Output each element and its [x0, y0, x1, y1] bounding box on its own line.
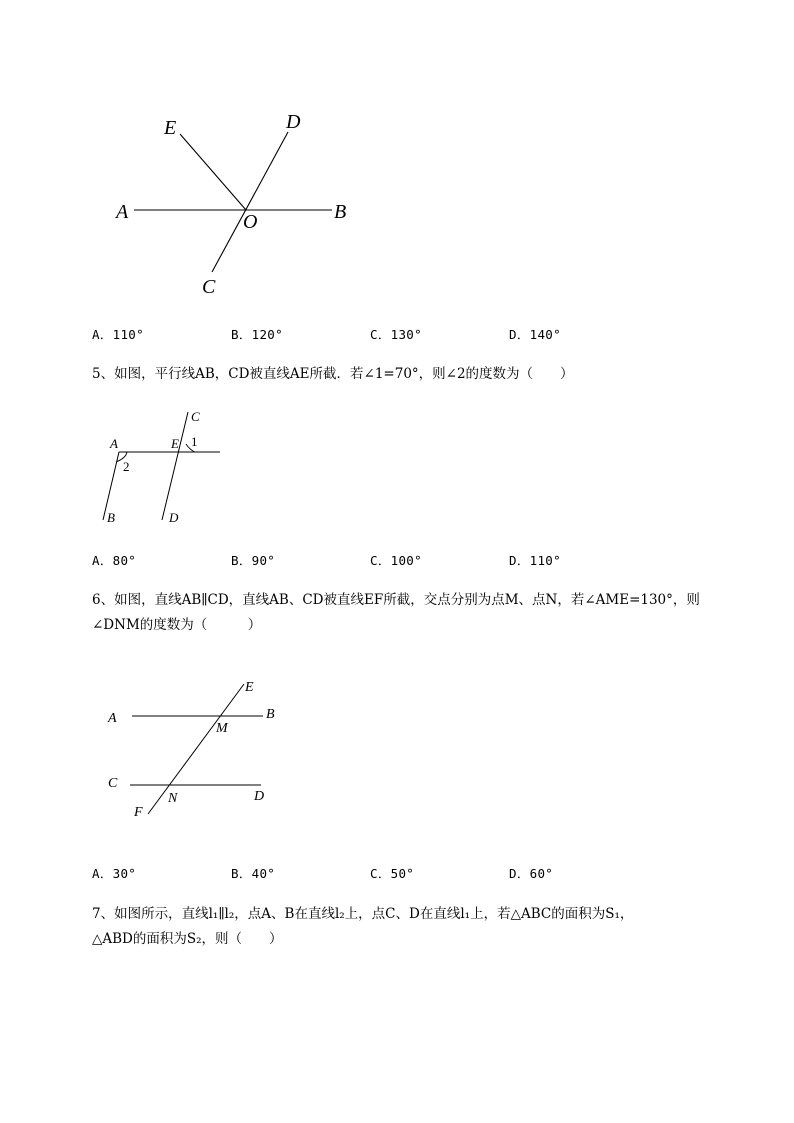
q6-label-A: A — [108, 711, 117, 726]
q5-option-a[interactable]: A．80° — [92, 553, 137, 568]
q6-label-D: D — [254, 789, 265, 804]
q4-option-d[interactable]: D．140° — [509, 327, 561, 342]
q5-label-B: B — [107, 510, 115, 525]
q6-line-EF — [148, 684, 244, 814]
q6-option-d[interactable]: D．60° — [509, 866, 554, 881]
q4-label-C: C — [202, 276, 216, 298]
q6-label-E: E — [245, 680, 254, 695]
q4-label-O: O — [243, 211, 258, 233]
q4-label-B: B — [334, 201, 347, 223]
q5-option-b[interactable]: B．90° — [231, 553, 276, 568]
q6-question-stem-line2: ∠DNM的度数为（ ） — [92, 617, 262, 633]
q5-figure — [95, 400, 235, 530]
q5-label-E: E — [171, 436, 179, 451]
q6-label-C: C — [108, 776, 118, 791]
q4-figure — [100, 100, 370, 310]
q6-option-c[interactable]: C．50° — [370, 866, 415, 881]
q4-option-c[interactable]: C．130° — [370, 327, 422, 342]
q5-label-D: D — [169, 510, 179, 525]
q5-line-CD — [162, 412, 188, 520]
q6-question-stem-line1: 6、如图，直线AB∥CD，直线AB、CD被直线EF所截，交点分别为点M、点N，若∠AME=130°，则 — [92, 592, 700, 608]
q4-line-CD — [212, 132, 288, 272]
q5-label-C: C — [191, 409, 200, 424]
q5-label-angle-1: 1 — [191, 434, 198, 449]
q4-option-a[interactable]: A．110° — [92, 327, 144, 342]
q6-option-b[interactable]: B．40° — [231, 866, 276, 881]
q6-figure — [100, 670, 290, 830]
q6-label-B: B — [266, 707, 275, 722]
q7-question-stem-line2: △ABD的面积为S₂，则（ ） — [92, 931, 283, 947]
q4-label-D: D — [286, 111, 301, 133]
q7-question-stem-line1: 7、如图所示，直线l₁∥l₂，点A、B在直线l₂上，点C、D在直线l₁上，若△ABC的面积为S₁， — [92, 906, 634, 922]
q6-label-M: M — [216, 721, 228, 736]
q5-question-stem: 5、如图，平行线AB，CD被直线AE所截．若∠1=70°，则∠2的度数为（ ） — [92, 366, 574, 382]
q4-option-b[interactable]: B．120° — [231, 327, 283, 342]
q5-label-A: A — [110, 436, 118, 451]
q4-label-E: E — [164, 117, 177, 139]
q5-label-angle-2: 2 — [123, 459, 130, 474]
q6-label-F: F — [134, 805, 143, 820]
q6-label-N: N — [168, 791, 178, 806]
q5-option-c[interactable]: C．100° — [370, 553, 422, 568]
q4-ray-OE — [180, 134, 246, 210]
q5-option-d[interactable]: D．110° — [509, 553, 561, 568]
q4-label-A: A — [116, 201, 129, 223]
q6-option-a[interactable]: A．30° — [92, 866, 137, 881]
